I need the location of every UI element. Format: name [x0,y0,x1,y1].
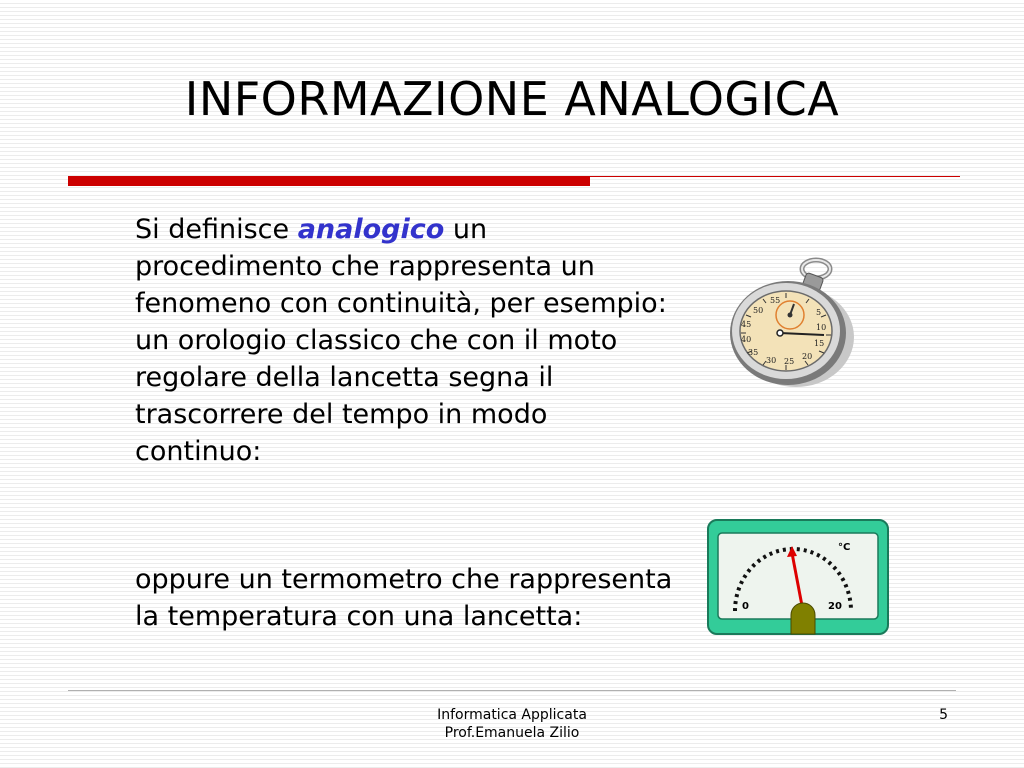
dial-number: 25 [784,357,795,366]
dial-number: 10 [816,323,827,332]
dial-number: 45 [741,320,752,329]
definition-paragraph [135,211,675,470]
footer-rule [68,690,956,691]
footer-center [362,706,662,742]
dial-number: 40 [741,335,752,344]
emphasized-term: analogico [297,214,445,245]
thermometer-gauge-icon [707,519,889,635]
stopwatch-subdial-pivot [788,313,793,318]
dial-number: 50 [753,306,764,315]
thermometer-paragraph: oppure un termometro che rappresenta la temperatura con una lancetta: [135,564,673,632]
stopwatch-pivot [777,330,783,336]
title-underline-thick [68,176,590,186]
dial-number: 20 [802,352,813,361]
dial-number: 15 [814,339,825,348]
definition-text-start: Si definisce [135,214,298,245]
stopwatch-icon [720,255,860,395]
page-number: 5 [939,707,948,723]
gauge-max-label: 20 [828,601,842,612]
dial-number: 5 [816,308,822,317]
dial-number: 35 [748,348,759,357]
dial-number: 30 [766,356,777,365]
definition-text-end: un procedimento che rappresenta un fenomeno con continuità, per esempio: un orologio classico che con il moto regolare della lancetta segna il trascorrere del tempo in modo continuo: [135,214,667,467]
gauge-min-label: 0 [742,601,749,612]
dial-number: 55 [770,296,781,305]
slide-title: INFORMAZIONE ANALOGICA [184,72,840,126]
title-underline-thin [590,176,960,177]
gauge-pivot [791,603,815,634]
footer-course: Informatica Applicata [437,707,587,723]
gauge-unit-label: °C [838,542,851,553]
footer-author: Prof.Emanuela Zilio [444,725,580,741]
